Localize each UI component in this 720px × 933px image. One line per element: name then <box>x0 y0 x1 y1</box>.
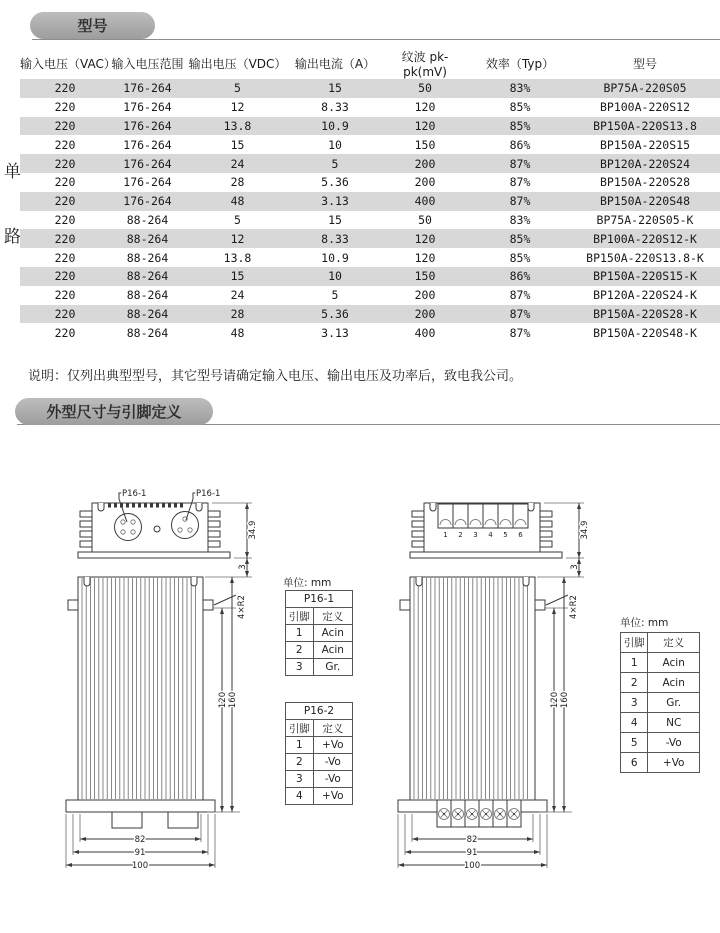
model-cell: 220 <box>54 118 76 133</box>
pin-col-header: 引脚 <box>621 633 648 653</box>
table-row <box>621 753 700 773</box>
dim-width-label: 91 <box>134 848 146 858</box>
model-cell: 88-264 <box>126 325 169 340</box>
pin-cell: 1 <box>621 653 648 673</box>
model-cell: BP150A-220S48-K <box>593 325 697 340</box>
mounting-ear <box>203 600 213 610</box>
model-cell: BP150A-220S15 <box>599 137 690 152</box>
pin-cell: -Vo <box>648 733 700 753</box>
pin-cell: Acin <box>648 673 700 693</box>
mounting-ear <box>535 600 545 610</box>
pin-cell: 6 <box>621 753 648 773</box>
model-cell: 88-264 <box>126 288 169 303</box>
model-cell: 15 <box>328 81 342 96</box>
table-row <box>286 737 353 754</box>
model-cell: 220 <box>54 175 76 190</box>
table-row <box>20 286 720 305</box>
model-cell: 88-264 <box>126 212 169 227</box>
table-row <box>621 713 700 733</box>
model-cell: 220 <box>54 250 76 265</box>
model-cell: 86% <box>509 137 531 152</box>
model-cell: 5.36 <box>321 306 349 321</box>
model-cell: 85% <box>509 118 531 133</box>
left-top-view <box>78 489 258 577</box>
pin-cell: 4 <box>621 713 648 733</box>
corner-slot <box>84 577 90 586</box>
section-title-models <box>30 12 155 39</box>
corner-slot <box>430 503 436 511</box>
col-ripple: 纹波 pk-pk(mV) <box>401 50 449 79</box>
model-cell: 176-264 <box>123 175 172 190</box>
model-cell: 220 <box>54 288 76 303</box>
p16-1-body <box>286 625 353 676</box>
table-row <box>621 733 700 753</box>
model-cell: 176-264 <box>123 137 172 152</box>
corner-slot <box>98 503 104 511</box>
col-input-range: 输入电压范围 <box>111 57 184 71</box>
model-cell: 120 <box>414 118 436 133</box>
model-table <box>20 48 720 342</box>
table-row <box>20 229 720 248</box>
model-cell: 85% <box>509 231 531 246</box>
mechanical-drawing <box>0 435 720 933</box>
model-cell: BP120A-220S24-K <box>593 288 697 303</box>
pin-cell: 3 <box>286 771 314 788</box>
model-cell: 86% <box>509 269 531 284</box>
model-cell: 50 <box>418 81 432 96</box>
model-cell: 3.13 <box>321 325 349 340</box>
model-cell: 176-264 <box>123 194 172 209</box>
table-row <box>20 98 720 117</box>
model-cell: 400 <box>414 325 436 340</box>
pin-cell: 2 <box>286 754 314 771</box>
col-output-voltage: 输出电压（VDC） <box>188 57 287 71</box>
model-cell: 12 <box>230 231 245 246</box>
left-front-view <box>66 577 252 871</box>
model-cell: 5 <box>234 212 241 227</box>
pin-cell: Gr. <box>313 659 352 676</box>
model-cell: 220 <box>54 137 76 152</box>
model-cell: 200 <box>414 288 436 303</box>
model-cell: BP150A-220S13.8-K <box>586 250 704 265</box>
dim-height-label: 34.9 <box>248 520 258 540</box>
model-cell: 10 <box>328 137 342 152</box>
model-cell: 5 <box>234 81 241 96</box>
pin-cell: 3 <box>621 693 648 713</box>
model-cell: 83% <box>509 81 531 96</box>
dim-width-label: 100 <box>463 861 481 871</box>
model-cell: 88-264 <box>126 231 169 246</box>
model-cell: 220 <box>54 269 76 284</box>
model-cell: 28 <box>230 175 245 190</box>
terminal-pin-table <box>620 632 700 773</box>
table-row <box>286 642 353 659</box>
model-cell: 3.13 <box>321 194 349 209</box>
table-row <box>286 754 353 771</box>
table-row <box>20 173 720 192</box>
pin-cell: Acin <box>313 625 352 642</box>
model-cell: 220 <box>54 100 76 115</box>
table-row <box>286 625 353 642</box>
pin-cell: Acin <box>313 642 352 659</box>
terminal-cells <box>440 504 526 528</box>
table-row <box>20 323 720 342</box>
pin-cell: 1 <box>286 737 314 754</box>
table-group-label: 单路 <box>0 162 20 292</box>
dim-height-label: 160 <box>560 691 570 709</box>
corner-slot <box>416 577 422 586</box>
table-row <box>20 211 720 230</box>
model-cell: BP150A-220S48 <box>599 194 690 209</box>
table-row <box>286 659 353 676</box>
model-cell: 13.8 <box>223 118 252 133</box>
model-cell: 88-264 <box>126 250 169 265</box>
pin-cell: 3 <box>286 659 314 676</box>
pin-col-header: 引脚 <box>286 608 314 625</box>
pin-cell: NC <box>648 713 700 733</box>
model-cell: 220 <box>54 212 76 227</box>
table-row <box>20 154 720 173</box>
model-cell: 150 <box>414 137 436 152</box>
col-output-current: 输出电流（A） <box>294 57 376 71</box>
model-table-header-row <box>20 48 720 79</box>
model-cell: 48 <box>230 194 245 209</box>
center-hole <box>154 526 160 532</box>
col-input-voltage: 输入电压（VAC） <box>20 57 116 71</box>
corner-slot <box>196 503 202 511</box>
model-cell: BP120A-220S24 <box>599 156 690 171</box>
table-row <box>20 79 720 98</box>
model-cell: 87% <box>509 175 531 190</box>
section-divider <box>32 39 720 40</box>
model-cell: 8.33 <box>321 231 349 246</box>
section-title-dimensions <box>15 398 213 425</box>
model-table-body <box>20 79 720 342</box>
dim-radius-label: 4×R2 <box>569 595 579 619</box>
table-row <box>621 653 700 673</box>
terminal-number: 4 <box>488 531 493 539</box>
model-cell: 15 <box>328 212 342 227</box>
model-cell: 120 <box>414 100 436 115</box>
pin-cell: 4 <box>286 788 314 805</box>
model-cell: BP75A-220S05-K <box>596 212 694 227</box>
pin-cell: 2 <box>621 673 648 693</box>
table-row <box>286 771 353 788</box>
dim-height-label: 120 <box>550 691 560 709</box>
model-cell: BP100A-220S12-K <box>593 231 697 246</box>
model-cell: 48 <box>230 325 245 340</box>
p16-2-pin-table <box>285 702 353 805</box>
model-cell: 24 <box>230 288 245 303</box>
dim-offset-label: 3 <box>238 564 248 570</box>
pin-cell: 1 <box>286 625 314 642</box>
model-cell: 5 <box>331 288 339 303</box>
model-cell: 200 <box>414 175 436 190</box>
terminal-number: 1 <box>443 531 448 539</box>
terminal-number: 5 <box>503 531 508 539</box>
model-cell: 5 <box>331 156 339 171</box>
corner-slot <box>528 503 534 511</box>
model-cell: 176-264 <box>123 118 172 133</box>
pin-cell: 5 <box>621 733 648 753</box>
mounting-flange <box>66 800 215 812</box>
section-title-dimensions-label: 外型尺寸与引脚定义 <box>46 403 182 421</box>
pin-col-header: 引脚 <box>286 720 314 737</box>
section-title-models-label: 型号 <box>77 17 108 35</box>
model-cell: 88-264 <box>126 306 169 321</box>
table-row <box>286 788 353 805</box>
model-cell: 120 <box>414 250 436 265</box>
model-cell: 220 <box>54 306 76 321</box>
model-cell: 200 <box>414 306 436 321</box>
dim-width-label: 82 <box>134 835 146 845</box>
dim-width-label: 91 <box>466 848 478 858</box>
table-row <box>621 673 700 693</box>
foot <box>168 812 198 828</box>
mounting-ear <box>68 600 78 610</box>
round-connector-3pin <box>172 512 199 539</box>
pin-cell: -Vo <box>313 754 352 771</box>
model-cell: 87% <box>509 325 531 340</box>
model-cell: 120 <box>414 231 436 246</box>
dim-width-label: 82 <box>466 835 478 845</box>
model-cell: 87% <box>509 194 531 209</box>
dim-height-label: 34.9 <box>580 520 590 540</box>
unit-label: 单位: mm <box>620 617 669 629</box>
model-cell: 87% <box>509 288 531 303</box>
pin-cell: 2 <box>286 642 314 659</box>
dim-height-label: 160 <box>228 691 238 709</box>
pin-cell: +Vo <box>648 753 700 773</box>
dim-height-label: 120 <box>218 691 228 709</box>
pin-table-title: P16-2 <box>286 703 353 720</box>
model-cell: BP75A-220S05 <box>603 81 687 96</box>
foot <box>112 812 142 828</box>
connector-label: P16-1 <box>122 489 147 499</box>
model-cell: 13.8 <box>223 250 252 265</box>
p16-1-pin-table <box>285 590 353 676</box>
def-col-header: 定义 <box>313 608 352 625</box>
right-front-view <box>398 577 584 871</box>
def-col-header: 定义 <box>313 720 352 737</box>
model-cell: 220 <box>54 325 76 340</box>
model-cell: 15 <box>230 269 245 284</box>
model-cell: 50 <box>418 212 432 227</box>
model-cell: 176-264 <box>123 100 172 115</box>
terminal-screws <box>439 800 520 827</box>
model-cell: 5.36 <box>321 175 349 190</box>
model-cell: 87% <box>509 156 531 171</box>
connector-label: P16-1 <box>196 489 221 499</box>
model-cell: 83% <box>509 212 531 227</box>
corner-slot <box>191 577 197 586</box>
model-cell: BP100A-220S12 <box>599 100 690 115</box>
col-model: 型号 <box>632 57 657 71</box>
model-cell: BP150A-220S13.8 <box>593 118 697 133</box>
model-cell: 220 <box>54 231 76 246</box>
pin-cell: +Vo <box>313 788 352 805</box>
table-row <box>621 693 700 713</box>
model-cell: 10 <box>328 269 342 284</box>
model-cell: BP150A-220S28 <box>599 175 690 190</box>
model-cell: 28 <box>230 306 245 321</box>
model-cell: 10.9 <box>321 250 349 265</box>
model-cell: 10.9 <box>321 118 349 133</box>
table-row <box>20 117 720 136</box>
model-cell: 88-264 <box>126 269 169 284</box>
table-row <box>20 248 720 267</box>
model-cell: 85% <box>509 250 531 265</box>
model-cell: 150 <box>414 269 436 284</box>
dim-radius-label: 4×R2 <box>237 595 247 619</box>
terminal-number: 2 <box>458 531 463 539</box>
terminal-number: 3 <box>473 531 478 539</box>
round-connector-4pin <box>115 514 142 541</box>
dim-width-label: 100 <box>131 861 149 871</box>
model-cell: BP150A-220S28-K <box>593 306 697 321</box>
model-cell: 12 <box>230 100 245 115</box>
pin-cell: +Vo <box>313 737 352 754</box>
model-cell: 85% <box>509 100 531 115</box>
def-col-header: 定义 <box>648 633 700 653</box>
table-row <box>20 135 720 154</box>
pin-table-title: P16-1 <box>286 591 353 608</box>
terminal-table-body <box>621 653 700 773</box>
note-text: 说明：仅列出典型型号，其它型号请确定输入电压、输出电压及功率后，致电我公司。 <box>28 369 523 384</box>
model-cell: 220 <box>54 81 76 96</box>
p16-2-body <box>286 737 353 805</box>
model-cell: 176-264 <box>123 81 172 96</box>
model-cell: 220 <box>54 156 76 171</box>
model-cell: 15 <box>230 137 245 152</box>
model-cell: 200 <box>414 156 436 171</box>
pin-cell: -Vo <box>313 771 352 788</box>
col-efficiency: 效率（Typ） <box>485 57 555 71</box>
mounting-ear <box>400 600 410 610</box>
pin-cell: Gr. <box>648 693 700 713</box>
model-cell: 87% <box>509 306 531 321</box>
model-cell: 400 <box>414 194 436 209</box>
table-row <box>20 192 720 211</box>
model-cell: BP150A-220S15-K <box>593 269 697 284</box>
model-cell: 24 <box>230 156 245 171</box>
model-cell: 220 <box>54 194 76 209</box>
right-top-view <box>410 503 590 577</box>
table-row <box>20 267 720 286</box>
table-row <box>20 305 720 324</box>
terminal-number: 6 <box>518 531 523 539</box>
corner-slot <box>523 577 529 586</box>
dim-offset-label: 3 <box>570 564 580 570</box>
pin-cell: Acin <box>648 653 700 673</box>
model-cell: 176-264 <box>123 156 172 171</box>
unit-label: 单位: mm <box>283 577 332 589</box>
model-cell: 8.33 <box>321 100 349 115</box>
